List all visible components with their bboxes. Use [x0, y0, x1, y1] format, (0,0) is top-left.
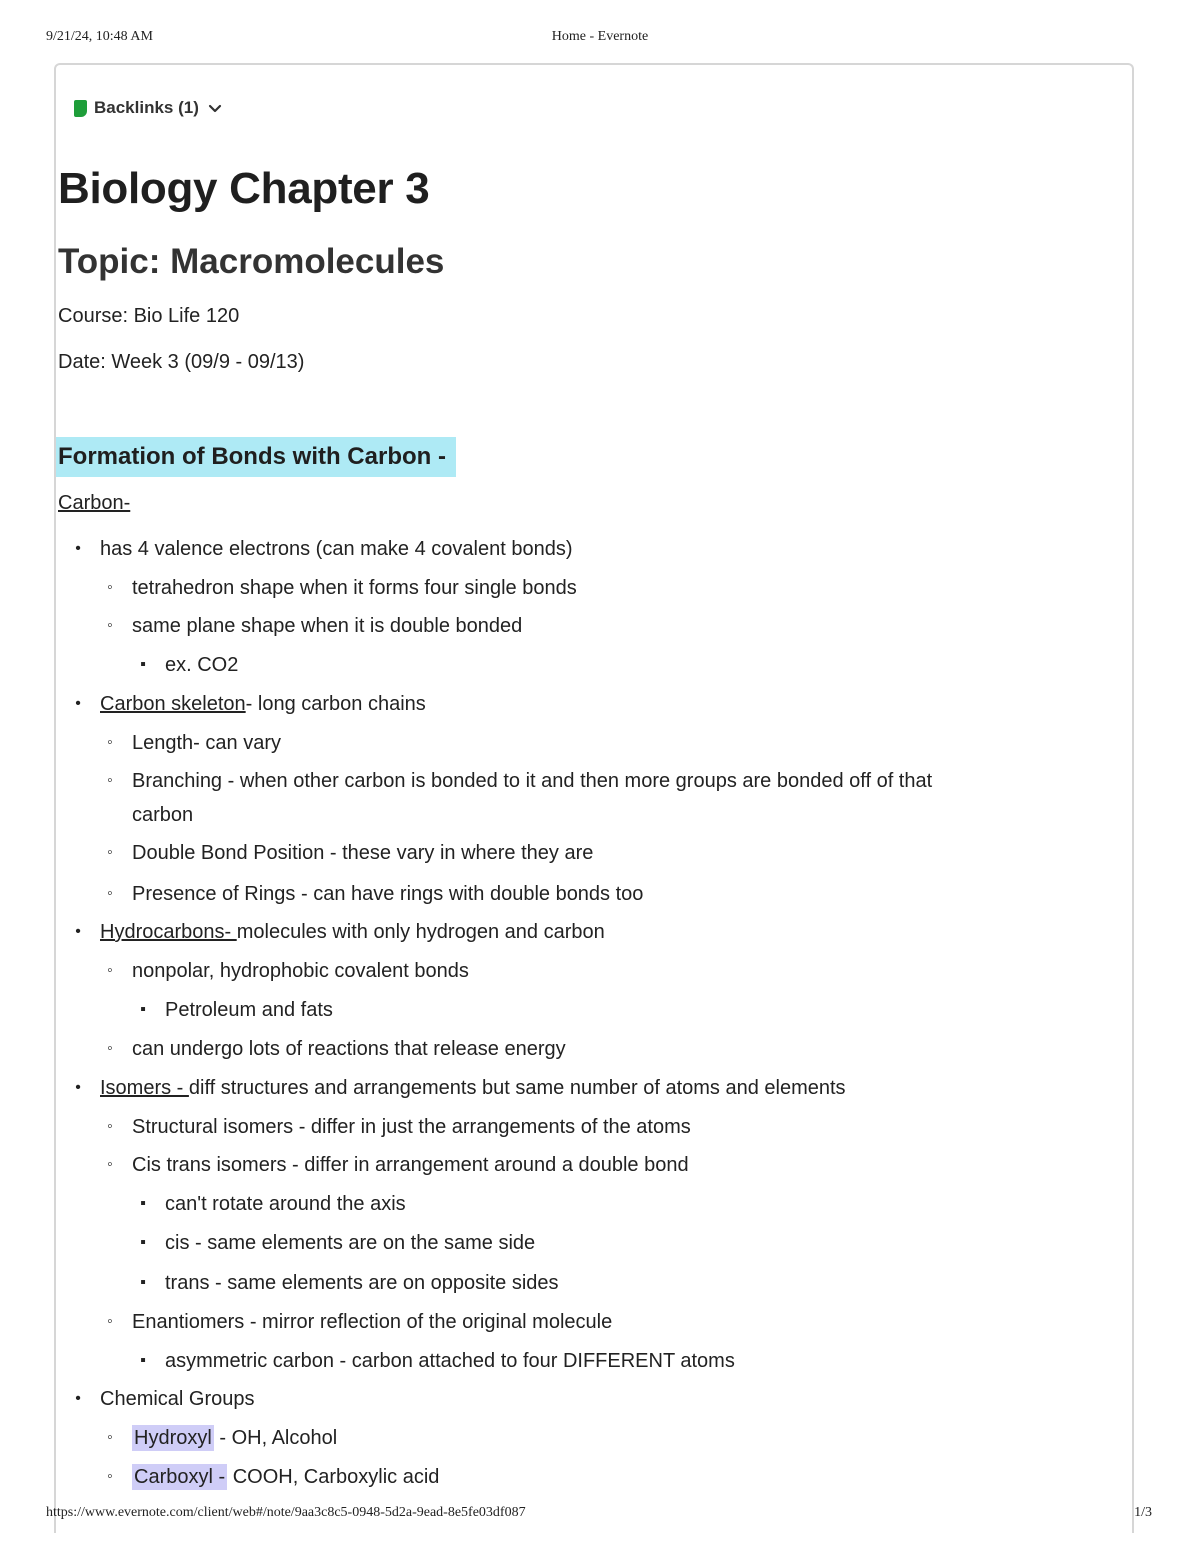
bullet-icon: •: [75, 923, 81, 940]
term-carboxyl: Carboxyl -: [134, 1466, 226, 1488]
page-number: 1/3: [1134, 1505, 1152, 1520]
list-item: [140, 1270, 559, 1296]
bullet-icon: •: [75, 540, 81, 557]
list-item-text: COOH, Carboxylic acid: [227, 1466, 440, 1488]
print-url: https://www.evernote.com/client/web#/note/9aa3c8c5-0948-5d2a-9ead-8e5fe03df087: [46, 1505, 526, 1520]
print-footer: [0, 1505, 1200, 1525]
list-item-continuation: [132, 802, 193, 828]
list-item: [75, 691, 426, 717]
square-bullet-icon: ▪: [140, 1195, 146, 1212]
list-item: [107, 958, 469, 984]
list-item-text: Structural isomers - differ in just the arrangements of the atoms: [132, 1116, 691, 1138]
circle-bullet-icon: ◦: [107, 844, 113, 861]
bullet-icon: •: [75, 1079, 81, 1096]
list-item-text: diff structures and arrangements but same number of atoms and elements: [188, 1077, 846, 1099]
square-bullet-icon: ▪: [140, 1234, 146, 1251]
note-title: Biology Chapter 3: [58, 164, 430, 213]
list-item: [107, 575, 577, 601]
list-item-text: Enantiomers - mirror reflection of the original molecule: [132, 1311, 613, 1333]
note-topic: Topic: Macromolecules: [58, 242, 445, 281]
list-item: [107, 840, 594, 866]
list-item-text: cis - same elements are on the same side: [165, 1232, 536, 1254]
list-item-text: - OH, Alcohol: [213, 1427, 338, 1449]
square-bullet-icon: ▪: [140, 1352, 146, 1369]
list-item: [140, 652, 239, 678]
circle-bullet-icon: ◦: [107, 1156, 113, 1173]
list-item-text: trans - same elements are on opposite sides: [165, 1272, 559, 1294]
square-bullet-icon: ▪: [140, 656, 146, 673]
list-item-text: tetrahedron shape when it forms four single bonds: [132, 577, 577, 599]
chevron-down-icon: [207, 100, 223, 116]
print-header: [0, 29, 1200, 49]
list-item-text: same plane shape when it is double bonded: [132, 615, 523, 637]
circle-bullet-icon: ◦: [107, 734, 113, 751]
list-item: [140, 1191, 406, 1217]
list-item: [107, 1152, 689, 1178]
circle-bullet-icon: ◦: [107, 1468, 113, 1485]
list-item-text: Presence of Rings - can have rings with double bonds too: [132, 883, 644, 905]
backlinks-toggle[interactable]: [74, 97, 223, 119]
list-item-text: Cis trans isomers - differ in arrangement around a double bond: [132, 1154, 689, 1176]
circle-bullet-icon: ◦: [107, 962, 113, 979]
term-hydrocarbons: Hydrocarbons-: [100, 921, 237, 943]
list-item-text: can undergo lots of reactions that release energy: [132, 1038, 566, 1060]
list-item-text: ex. CO2: [165, 654, 239, 676]
bullet-icon: •: [75, 1390, 81, 1407]
circle-bullet-icon: ◦: [107, 1118, 113, 1135]
list-item: [107, 1114, 691, 1140]
note-icon: [74, 100, 87, 117]
list-item-text: - long carbon chains: [245, 693, 426, 715]
date-line: Date: Week 3 (09/9 - 09/13): [58, 351, 305, 373]
list-item-text: has 4 valence electrons (can make 4 covalent bonds): [100, 538, 573, 560]
course-line: Course: Bio Life 120: [58, 305, 240, 327]
list-item-text: molecules with only hydrogen and carbon: [236, 921, 605, 943]
list-item: [107, 881, 644, 907]
term-carbon-skeleton: Carbon skeleton: [100, 693, 246, 715]
list-item-text: asymmetric carbon - carbon attached to four DIFFERENT atoms: [165, 1350, 735, 1372]
list-item: [75, 919, 605, 945]
circle-bullet-icon: ◦: [107, 772, 113, 789]
section-heading: Formation of Bonds with Carbon -: [56, 437, 456, 477]
list-item: [107, 730, 281, 756]
list-item-text: nonpolar, hydrophobic covalent bonds: [132, 960, 469, 982]
square-bullet-icon: ▪: [140, 1001, 146, 1018]
list-item: [107, 613, 523, 639]
circle-bullet-icon: ◦: [107, 1429, 113, 1446]
list-item-text: Branching - when other carbon is bonded to it and then more groups are bonded off of that: [132, 770, 933, 792]
circle-bullet-icon: ◦: [107, 617, 113, 634]
list-item-text: Double Bond Position - these vary in where they are: [132, 842, 594, 864]
list-item-text: Chemical Groups: [100, 1388, 255, 1410]
list-item-text: carbon: [132, 804, 194, 826]
bullet-icon: •: [75, 695, 81, 712]
list-item: [140, 997, 333, 1023]
list-item: [75, 536, 573, 562]
circle-bullet-icon: ◦: [107, 1313, 113, 1330]
list-item: [107, 1464, 440, 1490]
carbon-label: Carbon-: [58, 492, 131, 514]
circle-bullet-icon: ◦: [107, 885, 113, 902]
list-item-text: Petroleum and fats: [165, 999, 333, 1021]
list-item-text: can't rotate around the axis: [165, 1193, 406, 1215]
list-item: [140, 1348, 735, 1374]
list-item: [107, 1425, 338, 1451]
list-item-text: Length- can vary: [132, 732, 281, 754]
term-hydroxyl: Hydroxyl: [134, 1427, 212, 1449]
list-item: [107, 768, 933, 794]
square-bullet-icon: ▪: [140, 1274, 146, 1291]
list-item: [75, 1075, 846, 1101]
list-item: [107, 1309, 613, 1335]
backlinks-label: Backlinks (1): [94, 98, 199, 117]
list-item: [107, 1036, 566, 1062]
print-page-title: Home - Evernote: [551, 29, 649, 44]
circle-bullet-icon: ◦: [107, 579, 113, 596]
list-item: [75, 1386, 255, 1412]
term-isomers: Isomers -: [100, 1077, 189, 1099]
circle-bullet-icon: ◦: [107, 1040, 113, 1057]
print-timestamp: 9/21/24, 10:48 AM: [46, 29, 153, 44]
list-item: [140, 1230, 536, 1256]
